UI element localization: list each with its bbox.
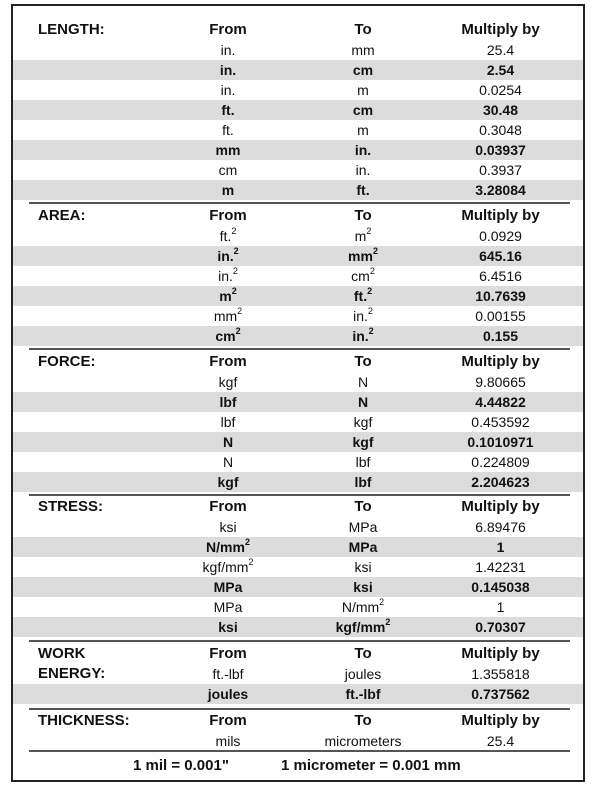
multiplier-text: 3.28084 xyxy=(475,182,526,198)
multiplier xyxy=(438,60,563,80)
to-unit xyxy=(298,731,428,751)
from-unit xyxy=(163,286,293,306)
multiplier xyxy=(438,664,563,684)
to-unit xyxy=(298,266,428,286)
from-unit-text: lbf xyxy=(219,394,237,410)
multiplier xyxy=(438,577,563,597)
from-unit-text: ft. xyxy=(219,228,232,244)
from-unit xyxy=(163,617,293,637)
multiplier xyxy=(438,306,563,326)
stress-header-from xyxy=(163,497,293,517)
from-unit xyxy=(163,180,293,200)
from-unit xyxy=(163,392,293,412)
from-unit xyxy=(163,577,293,597)
multiplier xyxy=(438,372,563,392)
work-label: WORK xyxy=(38,645,86,662)
multiplier-text: 25.4 xyxy=(486,733,515,749)
to-unit-text: in. xyxy=(355,162,371,178)
to-unit xyxy=(298,100,428,120)
from-unit-text: mils xyxy=(215,733,241,749)
multiplier xyxy=(438,412,563,432)
multiplier xyxy=(438,597,563,617)
to-unit-text: m xyxy=(354,228,367,244)
multiplier-text: 0.03937 xyxy=(475,142,526,158)
to-unit xyxy=(298,306,428,326)
to-unit-text: ksi xyxy=(353,579,373,595)
to-unit-text: mm xyxy=(351,42,375,58)
multiplier-text: 0.3937 xyxy=(479,162,522,178)
micrometer-note: 1 micrometer = 0.001 mm xyxy=(281,757,461,774)
to-unit xyxy=(298,664,428,684)
from-unit xyxy=(163,731,293,751)
multiplier-text: 0.00155 xyxy=(475,308,526,324)
multiplier-text: 0.0254 xyxy=(479,82,522,98)
from-unit-text: in. xyxy=(220,82,236,98)
table-row xyxy=(13,412,583,432)
to-unit-text: kgf xyxy=(352,434,374,450)
to-unit xyxy=(298,557,428,577)
to-unit-text: N xyxy=(357,374,369,390)
multiplier-text: 0.737562 xyxy=(471,686,530,702)
to-unit xyxy=(298,60,428,80)
work-header-to xyxy=(298,644,428,664)
from-unit xyxy=(163,537,293,557)
from-unit-text: m xyxy=(221,182,235,198)
to-unit-text: kgf xyxy=(353,414,373,430)
table-row xyxy=(13,60,583,80)
force-header-from-text: From xyxy=(209,353,247,370)
from-unit-text: MPa xyxy=(213,599,243,615)
to-unit xyxy=(298,577,428,597)
to-unit-exponent: 2 xyxy=(379,597,385,608)
area-header-multiply-text: Multiply by xyxy=(461,207,540,224)
from-unit xyxy=(163,597,293,617)
from-unit-text: cm xyxy=(215,328,236,344)
multiplier xyxy=(438,100,563,120)
from-unit xyxy=(163,472,293,492)
work-header-multiply-text: Multiply by xyxy=(461,645,540,662)
to-unit xyxy=(298,326,428,346)
from-unit-text: mm xyxy=(215,142,241,158)
to-unit xyxy=(298,40,428,60)
to-unit-text: N/mm xyxy=(341,599,380,615)
length-header-multiply xyxy=(438,20,563,40)
to-unit xyxy=(298,80,428,100)
area-header-to-text: To xyxy=(354,207,372,224)
from-unit xyxy=(163,120,293,140)
multiplier-text: 645.16 xyxy=(479,248,522,264)
to-unit-text: ft.-lbf xyxy=(345,686,381,702)
length-header-to xyxy=(298,20,428,40)
table-row xyxy=(13,617,583,637)
table-row xyxy=(13,180,583,200)
to-unit-text: joules xyxy=(344,666,382,682)
from-unit-text: in. xyxy=(217,248,234,264)
multiplier xyxy=(438,266,563,286)
to-unit xyxy=(298,180,428,200)
table-row xyxy=(13,80,583,100)
multiplier-text: 2.54 xyxy=(486,62,515,78)
to-unit-text: m xyxy=(357,122,369,138)
force-header-multiply-text: Multiply by xyxy=(461,353,540,370)
to-unit-text: mm xyxy=(348,248,373,264)
from-unit-exponent: 2 xyxy=(235,326,241,337)
multiplier-text: 1 xyxy=(496,539,505,555)
from-unit xyxy=(163,306,293,326)
length-label: LENGTH: xyxy=(38,21,105,38)
to-unit xyxy=(298,392,428,412)
multiplier xyxy=(438,286,563,306)
multiplier-text: 30.48 xyxy=(482,102,519,118)
length-divider xyxy=(29,202,570,204)
mil-note: 1 mil = 0.001" xyxy=(133,757,229,774)
table-row xyxy=(13,372,583,392)
to-unit xyxy=(298,684,428,704)
table-row xyxy=(13,517,583,537)
to-unit-exponent: 2 xyxy=(368,326,374,337)
to-unit-text: ft. xyxy=(353,288,368,304)
to-unit-exponent: 2 xyxy=(367,286,373,297)
multiplier-text: 9.80665 xyxy=(475,374,526,390)
thickness-header-multiply-text: Multiply by xyxy=(461,712,540,729)
stress-divider xyxy=(29,640,570,642)
thickness-header-from-text: From xyxy=(209,712,247,729)
multiplier-text: 0.1010971 xyxy=(467,434,534,450)
multiplier-text: 25.4 xyxy=(486,42,515,58)
from-unit-text: ft.-lbf xyxy=(212,666,244,682)
from-unit xyxy=(163,266,293,286)
from-unit xyxy=(163,557,293,577)
to-unit xyxy=(298,160,428,180)
from-unit xyxy=(163,100,293,120)
thickness-header-to xyxy=(298,711,428,731)
from-unit-exponent: 2 xyxy=(244,537,250,548)
from-unit-exponent: 2 xyxy=(231,226,237,237)
from-unit xyxy=(163,664,293,684)
multiplier xyxy=(438,517,563,537)
area-header-row xyxy=(13,206,583,226)
from-unit xyxy=(163,60,293,80)
table-row xyxy=(13,731,583,751)
multiplier-text: 0.0929 xyxy=(479,228,522,244)
table-row xyxy=(13,286,583,306)
length-header-from xyxy=(163,20,293,40)
thickness-header-row xyxy=(13,711,583,731)
to-unit-text: micrometers xyxy=(324,733,402,749)
to-unit xyxy=(298,140,428,160)
multiplier xyxy=(438,392,563,412)
multiplier xyxy=(438,731,563,751)
force-header-to xyxy=(298,352,428,372)
from-unit xyxy=(163,246,293,266)
stress-header-to xyxy=(298,497,428,517)
work-header-from xyxy=(163,644,293,664)
multiplier xyxy=(438,160,563,180)
to-unit-text: N xyxy=(357,394,369,410)
to-unit-text: MPa xyxy=(348,519,378,535)
from-unit-exponent: 2 xyxy=(231,286,237,297)
to-unit xyxy=(298,412,428,432)
table-row xyxy=(13,684,583,704)
multiplier xyxy=(438,226,563,246)
from-unit-text: MPa xyxy=(213,579,243,595)
multiplier xyxy=(438,40,563,60)
to-unit xyxy=(298,617,428,637)
table-row xyxy=(13,664,583,684)
from-unit-text: in. xyxy=(219,62,237,78)
to-unit xyxy=(298,432,428,452)
to-unit-text: cm xyxy=(352,62,374,78)
force-header-row xyxy=(13,352,583,372)
stress-header-from-text: From xyxy=(209,498,247,515)
from-unit-text: ksi xyxy=(219,519,237,535)
work-header-to-text: To xyxy=(354,645,372,662)
to-unit-text: kgf/mm xyxy=(335,619,386,635)
to-unit xyxy=(298,472,428,492)
to-unit-text: in. xyxy=(354,142,372,158)
area-header-to xyxy=(298,206,428,226)
from-unit-text: ft. xyxy=(221,102,235,118)
table-row xyxy=(13,326,583,346)
to-unit xyxy=(298,597,428,617)
force-divider xyxy=(29,494,570,496)
from-unit-text: N xyxy=(222,454,234,470)
force-header-to-text: To xyxy=(354,353,372,370)
area-label: AREA: xyxy=(38,207,86,224)
multiplier-text: 1.42231 xyxy=(475,559,526,575)
force-header-multiply xyxy=(438,352,563,372)
from-unit-text: in. xyxy=(220,42,236,58)
multiplier xyxy=(438,432,563,452)
multiplier xyxy=(438,180,563,200)
table-row xyxy=(13,246,583,266)
force-label: FORCE: xyxy=(38,353,96,370)
from-unit xyxy=(163,684,293,704)
multiplier xyxy=(438,617,563,637)
force-header-from xyxy=(163,352,293,372)
area-header-multiply xyxy=(438,206,563,226)
multiplier xyxy=(438,140,563,160)
to-unit-text: lbf xyxy=(354,474,372,490)
to-unit-exponent: 2 xyxy=(372,246,378,257)
energy-label: ENERGY: xyxy=(38,665,106,682)
thickness-header-to-text: To xyxy=(354,712,372,729)
to-unit xyxy=(298,120,428,140)
work-header-row xyxy=(13,644,583,664)
from-unit xyxy=(163,226,293,246)
area-header-from-text: From xyxy=(209,207,247,224)
from-unit-exponent: 2 xyxy=(248,557,254,568)
multiplier-text: 0.70307 xyxy=(475,619,526,635)
area-divider xyxy=(29,348,570,350)
to-unit xyxy=(298,537,428,557)
from-unit xyxy=(163,140,293,160)
thickness-header-multiply xyxy=(438,711,563,731)
multiplier xyxy=(438,246,563,266)
multiplier-text: 0.3048 xyxy=(479,122,522,138)
area-header-from xyxy=(163,206,293,226)
multiplier xyxy=(438,80,563,100)
from-unit-text: cm xyxy=(218,162,238,178)
from-unit-text: N xyxy=(222,434,234,450)
from-unit xyxy=(163,160,293,180)
table-row xyxy=(13,100,583,120)
from-unit xyxy=(163,517,293,537)
multiplier-text: 4.44822 xyxy=(475,394,526,410)
stress-label: STRESS: xyxy=(38,498,104,515)
table-row xyxy=(13,452,583,472)
from-unit-text: kgf xyxy=(217,474,239,490)
table-row xyxy=(13,597,583,617)
multiplier xyxy=(438,557,563,577)
thickness-divider xyxy=(29,750,570,752)
to-unit-text: cm xyxy=(352,102,374,118)
multiplier-text: 0.224809 xyxy=(471,454,530,470)
from-unit xyxy=(163,372,293,392)
table-row xyxy=(13,392,583,412)
to-unit-text: in. xyxy=(353,308,368,324)
from-unit-text: kgf/mm xyxy=(202,559,249,575)
multiplier-text: 10.7639 xyxy=(475,288,526,304)
from-unit xyxy=(163,326,293,346)
from-unit-exponent: 2 xyxy=(237,306,243,317)
table-row xyxy=(13,577,583,597)
multiplier xyxy=(438,326,563,346)
work-header-multiply xyxy=(438,644,563,664)
stress-header-multiply-text: Multiply by xyxy=(461,498,540,515)
to-unit xyxy=(298,517,428,537)
table-row xyxy=(13,537,583,557)
to-unit-exponent: 2 xyxy=(369,266,375,277)
from-unit-text: m xyxy=(219,288,232,304)
work-divider xyxy=(29,708,570,710)
footer-notes xyxy=(13,756,583,776)
from-unit-text: joules xyxy=(207,686,249,702)
work-header-from-text: From xyxy=(209,645,247,662)
multiplier xyxy=(438,472,563,492)
to-unit-text: ft. xyxy=(356,182,370,198)
length-header-to-text: To xyxy=(354,21,372,38)
table-row xyxy=(13,557,583,577)
to-unit xyxy=(298,226,428,246)
multiplier-text: 1 xyxy=(496,599,505,615)
table-row xyxy=(13,120,583,140)
multiplier-text: 6.89476 xyxy=(475,519,526,535)
from-unit-exponent: 2 xyxy=(233,246,239,257)
to-unit xyxy=(298,372,428,392)
multiplier-text: 0.155 xyxy=(482,328,519,344)
multiplier-text: 2.204623 xyxy=(471,474,530,490)
multiplier-text: 0.453592 xyxy=(471,414,530,430)
to-unit xyxy=(298,286,428,306)
table-row xyxy=(13,266,583,286)
to-unit-text: cm xyxy=(351,268,370,284)
multiplier xyxy=(438,120,563,140)
to-unit-text: lbf xyxy=(355,454,371,470)
to-unit-exponent: 2 xyxy=(366,226,372,237)
thickness-header-from xyxy=(163,711,293,731)
to-unit-text: MPa xyxy=(348,539,378,555)
to-unit-text: m xyxy=(357,82,369,98)
from-unit-text: N/mm xyxy=(206,539,245,555)
multiplier xyxy=(438,684,563,704)
from-unit-text: ft. xyxy=(222,122,234,138)
from-unit-exponent: 2 xyxy=(232,266,238,277)
from-unit xyxy=(163,452,293,472)
to-unit-exponent: 2 xyxy=(385,617,391,628)
table-row xyxy=(13,226,583,246)
thickness-label: THICKNESS: xyxy=(38,712,130,729)
length-header-from-text: From xyxy=(209,21,247,38)
conversion-table xyxy=(11,4,585,782)
to-unit-exponent: 2 xyxy=(367,306,373,317)
stress-header-to-text: To xyxy=(354,498,372,515)
from-unit-text: kgf xyxy=(218,374,238,390)
multiplier-text: 6.4516 xyxy=(479,268,522,284)
from-unit xyxy=(163,432,293,452)
from-unit-text: ksi xyxy=(218,619,238,635)
table-row xyxy=(13,472,583,492)
from-unit xyxy=(163,412,293,432)
stress-header-row xyxy=(13,497,583,517)
to-unit xyxy=(298,246,428,266)
stress-header-multiply xyxy=(438,497,563,517)
from-unit-text: lbf xyxy=(220,414,236,430)
table-row xyxy=(13,140,583,160)
from-unit xyxy=(163,80,293,100)
to-unit-text: ksi xyxy=(354,559,372,575)
table-row xyxy=(13,432,583,452)
length-header-multiply-text: Multiply by xyxy=(461,21,540,38)
from-unit xyxy=(163,40,293,60)
length-header-row xyxy=(13,20,583,40)
multiplier-text: 0.145038 xyxy=(471,579,530,595)
multiplier xyxy=(438,537,563,557)
multiplier xyxy=(438,452,563,472)
to-unit-text: in. xyxy=(352,328,369,344)
from-unit-text: mm xyxy=(213,308,238,324)
table-row xyxy=(13,40,583,60)
multiplier-text: 1.355818 xyxy=(471,666,530,682)
to-unit xyxy=(298,452,428,472)
from-unit-text: in. xyxy=(218,268,233,284)
table-row xyxy=(13,160,583,180)
table-row xyxy=(13,306,583,326)
